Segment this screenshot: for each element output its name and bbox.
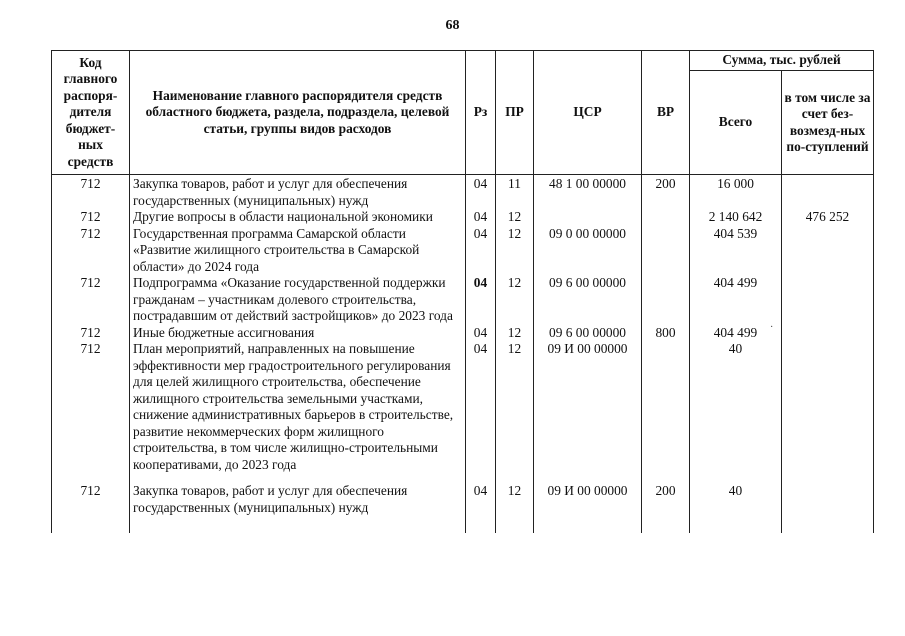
header-grants: в том числе за счет без-возмезд-ных по-ступлений: [782, 71, 874, 175]
cell-code: 712: [52, 473, 130, 533]
cell-pr: 12: [496, 341, 534, 473]
cell-vr: [642, 209, 690, 226]
cell-rz: 04: [466, 275, 496, 325]
cell-total: 404 499: [690, 325, 782, 342]
cell-vr: 800: [642, 325, 690, 342]
cell-total: 16 000: [690, 175, 782, 210]
cell-code: 712: [52, 341, 130, 473]
cell-csr: 09 И 00 00000: [534, 473, 642, 533]
header-total: Всего: [690, 71, 782, 175]
cell-pr: 12: [496, 325, 534, 342]
cell-pr: 12: [496, 473, 534, 533]
cell-name: Закупка товаров, работ и услуг для обеспечения государственных (муниципальных) нужд: [130, 175, 466, 210]
cell-grants: [782, 341, 874, 473]
header-csr: ЦСР: [534, 51, 642, 175]
cell-grants: [782, 275, 874, 325]
cell-name: Государственная программа Самарской области «Развитие жилищного строительства в Самарской области» до 2024 года: [130, 226, 466, 276]
cell-pr: 12: [496, 275, 534, 325]
cell-grants: 476 252: [782, 209, 874, 226]
cell-code: 712: [52, 209, 130, 226]
cell-name: План мероприятий, направленных на повышение эффективности мер градостроительного регулирования для целей жилищного строительства, обеспечение жилищного строительства земельными участками, снижение административных барьеров в строительстве, развитие некоммерческих форм жилищного строительства, в том числе жилищно-строительными кооперативами, до 2023 года: [130, 341, 466, 473]
cell-csr: 09 0 00 00000: [534, 226, 642, 276]
table-row: [52, 209, 874, 226]
cell-pr: 12: [496, 209, 534, 226]
table-header: [52, 51, 874, 175]
header-name: Наименование главного распорядителя средств областного бюджета, раздела, подраздела, целевой статьи, группы видов расходов: [130, 51, 466, 175]
cell-csr: 09 6 00 00000: [534, 275, 642, 325]
table-row: [52, 226, 874, 276]
cell-rz: 04: [466, 175, 496, 210]
cell-vr: 200: [642, 473, 690, 533]
cell-csr: 48 1 00 00000: [534, 175, 642, 210]
cell-vr: [642, 341, 690, 473]
cell-csr: 09 И 00 00000: [534, 341, 642, 473]
cell-grants: [782, 175, 874, 210]
cell-grants: [782, 325, 874, 342]
scan-speck: ·: [770, 322, 774, 333]
header-code: Код главного распоря-дителя бюджет-ных средств: [52, 51, 130, 175]
page-number: 68: [445, 18, 460, 33]
cell-total: 404 499: [690, 275, 782, 325]
cell-total: 40: [690, 473, 782, 533]
cell-vr: [642, 226, 690, 276]
cell-pr: 11: [496, 175, 534, 210]
cell-name: Иные бюджетные ассигнования: [130, 325, 466, 342]
table-row: [52, 341, 874, 473]
cell-rz: 04: [466, 341, 496, 473]
table-row: [52, 325, 874, 342]
cell-name: Другие вопросы в области национальной экономики: [130, 209, 466, 226]
header-vr: ВР: [642, 51, 690, 175]
cell-code: 712: [52, 175, 130, 210]
cell-vr: 200: [642, 175, 690, 210]
cell-code: 712: [52, 226, 130, 276]
cell-code: 712: [52, 325, 130, 342]
cell-rz: 04: [466, 226, 496, 276]
cell-name: Закупка товаров, работ и услуг для обеспечения государственных (муниципальных) нужд: [130, 473, 466, 533]
table-row: [52, 275, 874, 325]
budget-table: [51, 50, 874, 533]
cell-csr: 09 6 00 00000: [534, 325, 642, 342]
cell-vr: [642, 275, 690, 325]
cell-total: 2 140 642: [690, 209, 782, 226]
cell-grants: [782, 473, 874, 533]
header-pr: ПР: [496, 51, 534, 175]
cell-grants: [782, 226, 874, 276]
cell-rz: 04: [466, 325, 496, 342]
header-rz: Рз: [466, 51, 496, 175]
header-sum-group: Сумма, тыс. рублей: [690, 51, 874, 71]
cell-pr: 12: [496, 226, 534, 276]
table-row: [52, 473, 874, 533]
table-row: [52, 175, 874, 210]
cell-code: 712: [52, 275, 130, 325]
cell-total: 404 539: [690, 226, 782, 276]
table-body: [52, 175, 874, 534]
cell-total: 40: [690, 341, 782, 473]
cell-rz: 04: [466, 473, 496, 533]
cell-rz: 04: [466, 209, 496, 226]
cell-csr: [534, 209, 642, 226]
cell-name: Подпрограмма «Оказание государственной поддержки гражданам – участникам долевого строительства, пострадавшим от действий застройщиков» до 2023 года: [130, 275, 466, 325]
